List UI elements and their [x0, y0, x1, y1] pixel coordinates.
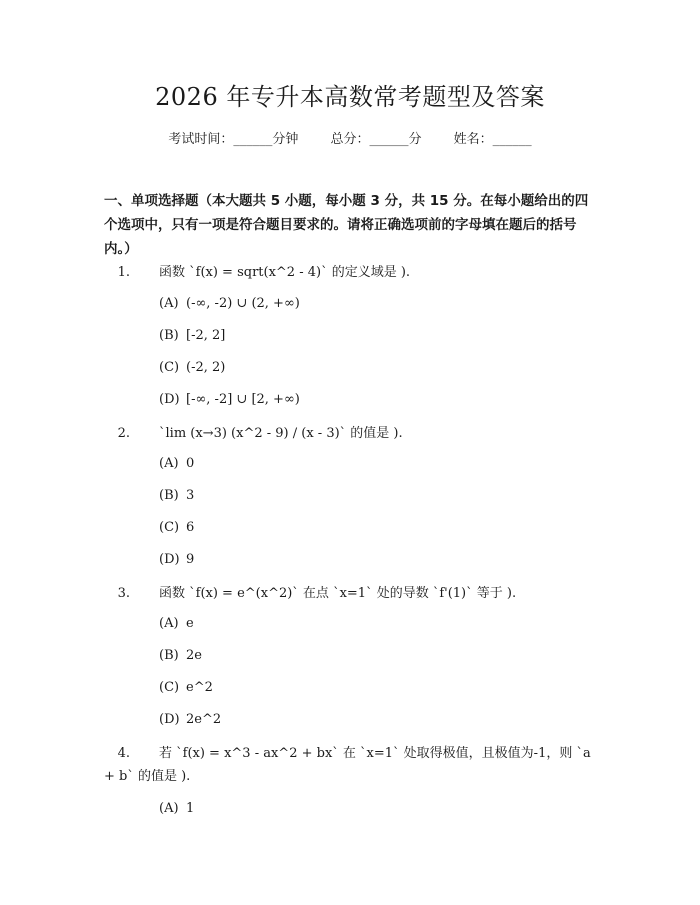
question-text: `lim (x→3) (x^2 - 9) / (x - 3)` 的值是 ).	[159, 426, 403, 441]
question-1-option-d	[159, 390, 300, 410]
exam-meta	[0, 130, 700, 150]
option-text: 6	[186, 520, 195, 535]
option-text: [-2, 2]	[186, 328, 226, 343]
question-1	[104, 261, 596, 284]
option-label: (D)	[159, 712, 180, 727]
question-4-option-a	[159, 799, 194, 819]
question-3-option-d	[159, 710, 221, 730]
question-2-option-d	[159, 550, 194, 570]
question-number: 1.	[117, 265, 130, 280]
option-label: (C)	[159, 360, 180, 375]
option-label: (C)	[159, 680, 180, 695]
option-text: (-∞, -2) ∪ (2, +∞)	[186, 296, 300, 311]
option-label: (B)	[159, 648, 179, 663]
question-2-option-c	[159, 518, 194, 538]
question-3-option-a	[159, 614, 194, 634]
question-number: 2.	[117, 426, 130, 441]
option-text: e^2	[186, 680, 213, 695]
question-1-option-b	[159, 326, 225, 346]
student-name-field: 姓名：______	[453, 132, 532, 147]
question-text: 函数 `f(x) = sqrt(x^2 - 4)` 的定义域是 ).	[159, 265, 411, 280]
question-number: 3.	[117, 586, 130, 601]
option-label: (C)	[159, 520, 180, 535]
question-text: 若 `f(x) = x^3 - ax^2 + bx` 在 `x=1` 处取得极值，且极值为-1，则 `a + b` 的值是 ).	[104, 746, 591, 784]
question-1-option-a	[159, 294, 300, 314]
option-label: (B)	[159, 488, 179, 503]
option-text: 3	[186, 488, 195, 503]
question-2	[104, 422, 596, 445]
question-2-option-b	[159, 486, 194, 506]
option-label: (A)	[159, 616, 179, 631]
option-text: 0	[186, 456, 195, 471]
option-label: (A)	[159, 456, 179, 471]
option-label: (A)	[159, 296, 179, 311]
option-label: (D)	[159, 392, 180, 407]
exam-time-field: 考试时间：______分钟	[168, 132, 299, 147]
question-3-option-b	[159, 646, 202, 666]
question-text: 函数 `f(x) = e^(x^2)` 在点 `x=1` 处的导数 `f'(1)` 等于 ).	[159, 586, 517, 601]
option-text: 2e	[186, 648, 202, 663]
option-text: [-∞, -2] ∪ [2, +∞)	[186, 392, 300, 407]
option-label: (A)	[159, 801, 179, 816]
option-label: (D)	[159, 552, 180, 567]
question-number: 4.	[117, 746, 130, 761]
option-label: (B)	[159, 328, 179, 343]
option-text: 1	[186, 801, 195, 816]
total-score-field: 总分：______分	[330, 132, 422, 147]
question-1-option-c	[159, 358, 225, 378]
page-title: 2026 年专升本高数常考题型及答案	[155, 83, 545, 111]
question-2-option-a	[159, 454, 194, 474]
option-text: e	[186, 616, 194, 631]
option-text: 9	[186, 552, 195, 567]
question-3	[104, 582, 596, 605]
option-text: 2e^2	[186, 712, 222, 727]
section-heading: 一、单项选择题（本大题共 5 小题，每小题 3 分，共 15 分。在每小题给出的四个选项中，只有一项是符合题目要求的。请将正确选项前的字母填在题后的括号内。）	[104, 193, 589, 257]
question-3-option-c	[159, 678, 213, 698]
question-4	[104, 742, 596, 788]
option-text: (-2, 2)	[186, 360, 226, 375]
